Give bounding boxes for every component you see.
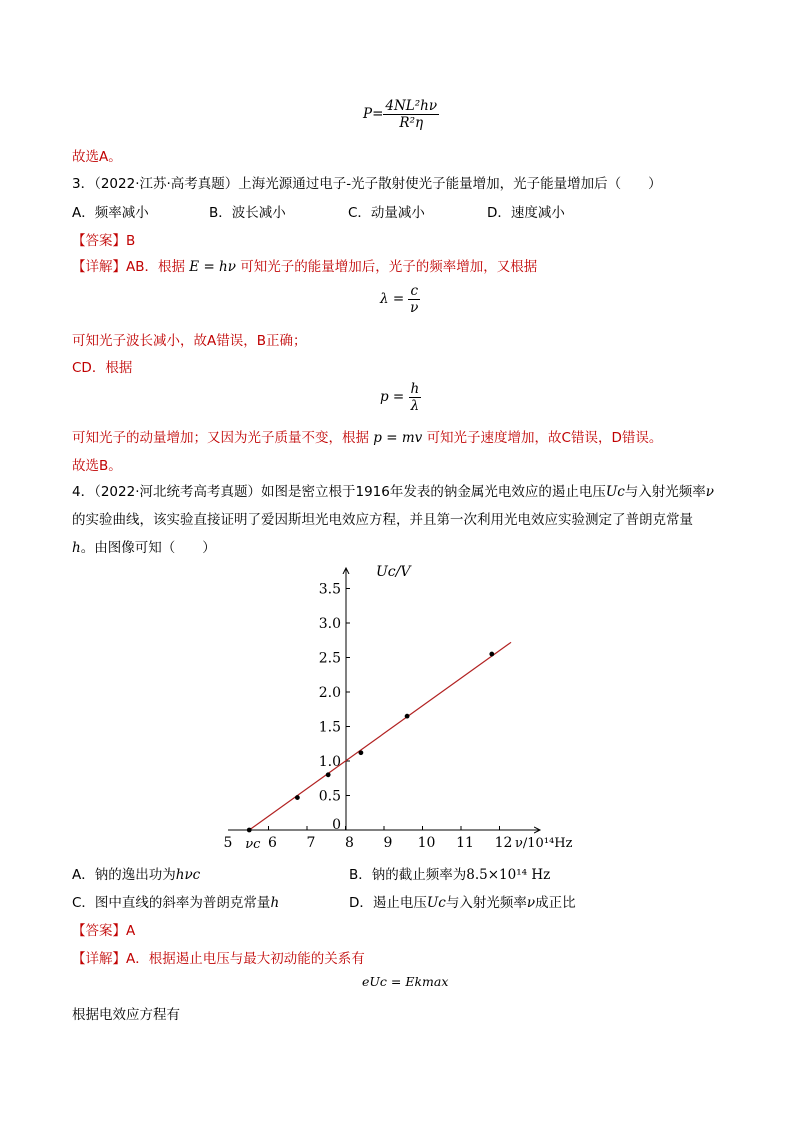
q4-option-c <box>72 891 279 911</box>
momentum-formula <box>380 381 421 414</box>
formula-lhs: P= <box>363 106 384 122</box>
q4-stem-3-text: 。由图像可知（ ） <box>80 540 216 556</box>
y-tick-label: 0.5 <box>318 788 341 805</box>
data-point <box>247 828 252 833</box>
q3-detail-1 <box>72 255 537 275</box>
q3-conclusion: 故选B。 <box>72 458 122 474</box>
q4-option-b <box>349 863 550 883</box>
data-point <box>359 750 364 755</box>
nu-symbol: ν <box>705 484 715 500</box>
q3-detail-4 <box>72 426 662 446</box>
pmv-formula: p = mv <box>373 430 423 446</box>
q4-option-d <box>349 891 576 911</box>
q4-option-c-text: C．图中直线的斜率为普朗克常量 <box>72 895 271 911</box>
q4-option-d-text: D．遏止电压 <box>349 895 427 911</box>
numerator: 4NL²hν <box>385 98 438 114</box>
q4-option-a <box>72 863 200 883</box>
denominator: ν <box>410 300 419 316</box>
y-tick-label: 3.5 <box>318 581 341 598</box>
x-tick-label: 8 <box>345 835 354 851</box>
q4-stem-2: 的实验曲线，该实验直接证明了爱因斯坦光电效应方程，并且第一次利用光电效应实验测定了普朗克常量 <box>72 512 693 528</box>
data-point <box>326 772 331 777</box>
q4-stem-3 <box>72 536 216 556</box>
q3-option-b: B．波长减小 <box>209 205 286 221</box>
fraction <box>409 381 422 414</box>
q3-option-c: C．动量减小 <box>348 205 425 221</box>
previous-answer: 故选A。 <box>72 149 122 165</box>
data-point <box>489 652 494 657</box>
fit-line <box>249 642 511 830</box>
q4-stem-1 <box>72 480 714 500</box>
q3-stem: 3．（2022·江苏·高考真题）上海光源通过电子-光子散射使光子能量增加，光子能量增加后（ ） <box>72 176 662 192</box>
stopping-voltage-formula: eUc = Ekmax <box>362 974 449 989</box>
nu-symbol: ν <box>526 895 536 911</box>
hnuc-formula: hνc <box>175 867 201 883</box>
p-lhs: p = <box>380 389 405 405</box>
uc-symbol: Uc <box>426 895 446 911</box>
fraction <box>383 98 439 131</box>
denominator: R²η <box>399 115 424 131</box>
y-tick-label: 0 <box>332 817 341 833</box>
q3-detail-1-prefix: 【详解】AB．根据 <box>72 259 185 275</box>
q3-detail-3: CD．根据 <box>72 360 133 376</box>
q3-option-d: D．速度减小 <box>487 205 565 221</box>
numerator: h <box>410 381 420 397</box>
y-axis-label: Uc/V <box>376 564 411 580</box>
data-point <box>405 714 410 719</box>
y-tick-label: 2.5 <box>318 650 341 667</box>
x-tick-label: 6 <box>268 835 277 851</box>
energy-formula: E = hν <box>189 259 236 275</box>
x-axis-label: ν/10¹⁴Hz <box>515 836 573 851</box>
x-tick-label: 11 <box>456 835 474 851</box>
x-tick-label: 12 <box>494 835 513 851</box>
x-tick-label: 7 <box>306 835 316 851</box>
q4-option-a-text: A．钠的逸出功为 <box>72 867 176 883</box>
q4-answer: 【答案】A <box>72 923 136 939</box>
uc-symbol: Uc <box>605 484 625 500</box>
q4-stem-1-text: 4．（2022·河北统考高考真题）如图是密立根于1916年发表的钠金属光电效应的遏止电压 <box>72 484 606 500</box>
y-tick-label: 1.5 <box>318 719 341 736</box>
formula-power <box>363 98 439 131</box>
lambda-lhs: λ = <box>380 291 405 307</box>
q3-detail-4-suffix: 可知光子速度增加，故C错误，D错误。 <box>426 430 663 446</box>
q4-stem-1-mid: 与入射光频率 <box>624 484 706 500</box>
q4-option-d-suffix: 成正比 <box>535 895 576 911</box>
q3-option-a: A．频率减小 <box>72 205 149 221</box>
lambda-formula <box>380 283 420 316</box>
q4-option-d-mid: 与入射光频率 <box>445 895 527 911</box>
y-tick-label: 3.0 <box>318 616 341 632</box>
x-tick-label: 9 <box>383 835 393 851</box>
q3-answer: 【答案】B <box>72 233 136 249</box>
q3-detail-4-prefix: 可知光子的动量增加；又因为光子质量不变，根据 <box>72 430 369 446</box>
y-tick-label: 2.0 <box>318 685 341 701</box>
nu-c-label: νc <box>245 837 261 852</box>
numerator: c <box>410 283 419 299</box>
q4-detail-2: 根据电效应方程有 <box>72 1007 180 1023</box>
h-symbol: h <box>72 540 81 556</box>
q3-detail-2: 可知光子波长减小，故A错误，B正确； <box>72 333 307 349</box>
h-symbol: h <box>270 895 280 911</box>
data-point <box>295 795 300 800</box>
x-tick-label: 5 <box>223 835 233 851</box>
q4-option-b-text: B．钠的截止频率为 <box>349 867 467 883</box>
q3-detail-1-suffix: 可知光子的能量增加后，光子的频率增加，又根据 <box>240 259 538 275</box>
denominator: λ <box>410 398 420 414</box>
cutoff-frequency-value: 8.5×10¹⁴ Hz <box>466 867 551 883</box>
x-tick-label: 10 <box>417 835 436 851</box>
q4-detail-1: 【详解】A．根据遏止电压与最大初动能的关系有 <box>72 951 365 967</box>
y-tick-label: 1.0 <box>318 754 341 770</box>
fraction <box>408 283 420 316</box>
uc-vs-frequency-chart <box>0 558 794 858</box>
